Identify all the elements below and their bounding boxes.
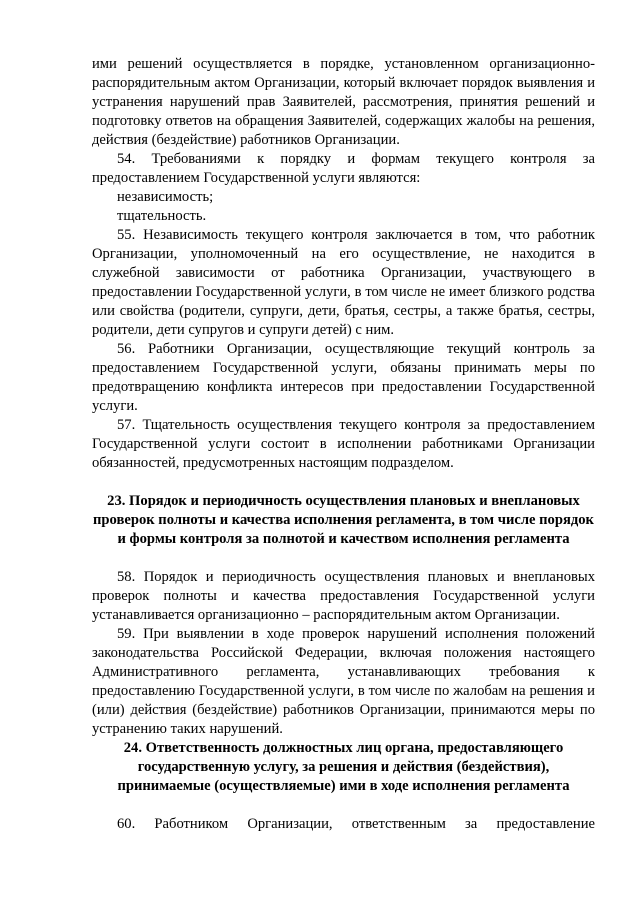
paragraph-58: 58. Порядок и периодичность осуществления плановых и внеплановых проверок полноты и качества предоставления Государственной услуги устанавливается организационно – распорядительным актом Организации. — [92, 569, 595, 623]
paragraph-60: 60. Работником Организации, ответственным за предоставление — [117, 816, 595, 832]
paragraph-55: 55. Независимость текущего контроля заключается в том, что работник Организации, уполномоченный на его осуществление, не находится в служебной зависимости от работника Организации, участвующего в предоставлении Государственной услуги, в том числе не имеет близкого родства или свойства (родители, супруги, дети, братья, сестры, а также братья, сестры, родители, дети супругов и супруги детей) с ним. — [92, 227, 595, 338]
paragraph-59: 59. При выявлении в ходе проверок нарушений исполнения положений законодательства Российской Федерации, включая положения настоящего Административного регламента, устанавливающих требования к предоставлению Государственной услуги, в том числе по жалобам на решения и (или) действия (бездействие) работников Организации, принимаются меры по устранению таких нарушений. — [92, 626, 595, 737]
paragraph-57: 57. Тщательность осуществления текущего контроля за предоставлением Государственной услуги состоит в исполнении работниками Организации обязанностей, предусмотренных настоящим подразделом. — [92, 417, 595, 471]
paragraph-56: 56. Работники Организации, осуществляющие текущий контроль за предоставлением Государственной услуги, обязаны принимать меры по предотвращению конфликта интересов при предоставлении Государственной услуги. — [92, 341, 595, 414]
paragraph-intro: ими решений осуществляется в порядке, установленном организационно-распорядительным актом Организации, который включает порядок выявления и устранения нарушений прав Заявителей, рассмотрения, принятия решений и подготовку ответов на обращения Заявителей, содержащих жалобы на решения, действия (бездействие) работников Организации. — [92, 56, 595, 148]
section-heading-23: 23. Порядок и периодичность осуществления плановых и внеплановых проверок полноты и качества исполнения регламента, в том числе порядок и формы контроля за полнотой и качеством исполнения регламента — [93, 493, 594, 547]
section-heading-24: 24. Ответственность должностных лиц органа, предоставляющего государственную услугу, за решения и действия (бездействия), принимаемые (осуществляемые) ими в ходе исполнения регламента — [117, 740, 570, 794]
list-item-thoroughness: тщательность. — [117, 208, 207, 224]
paragraph-54: 54. Требованиями к порядку и формам текущего контроля за предоставлением Государственной услуги являются: — [92, 151, 595, 186]
list-item-independence: независимость; — [117, 189, 214, 205]
document-body — [92, 55, 595, 834]
